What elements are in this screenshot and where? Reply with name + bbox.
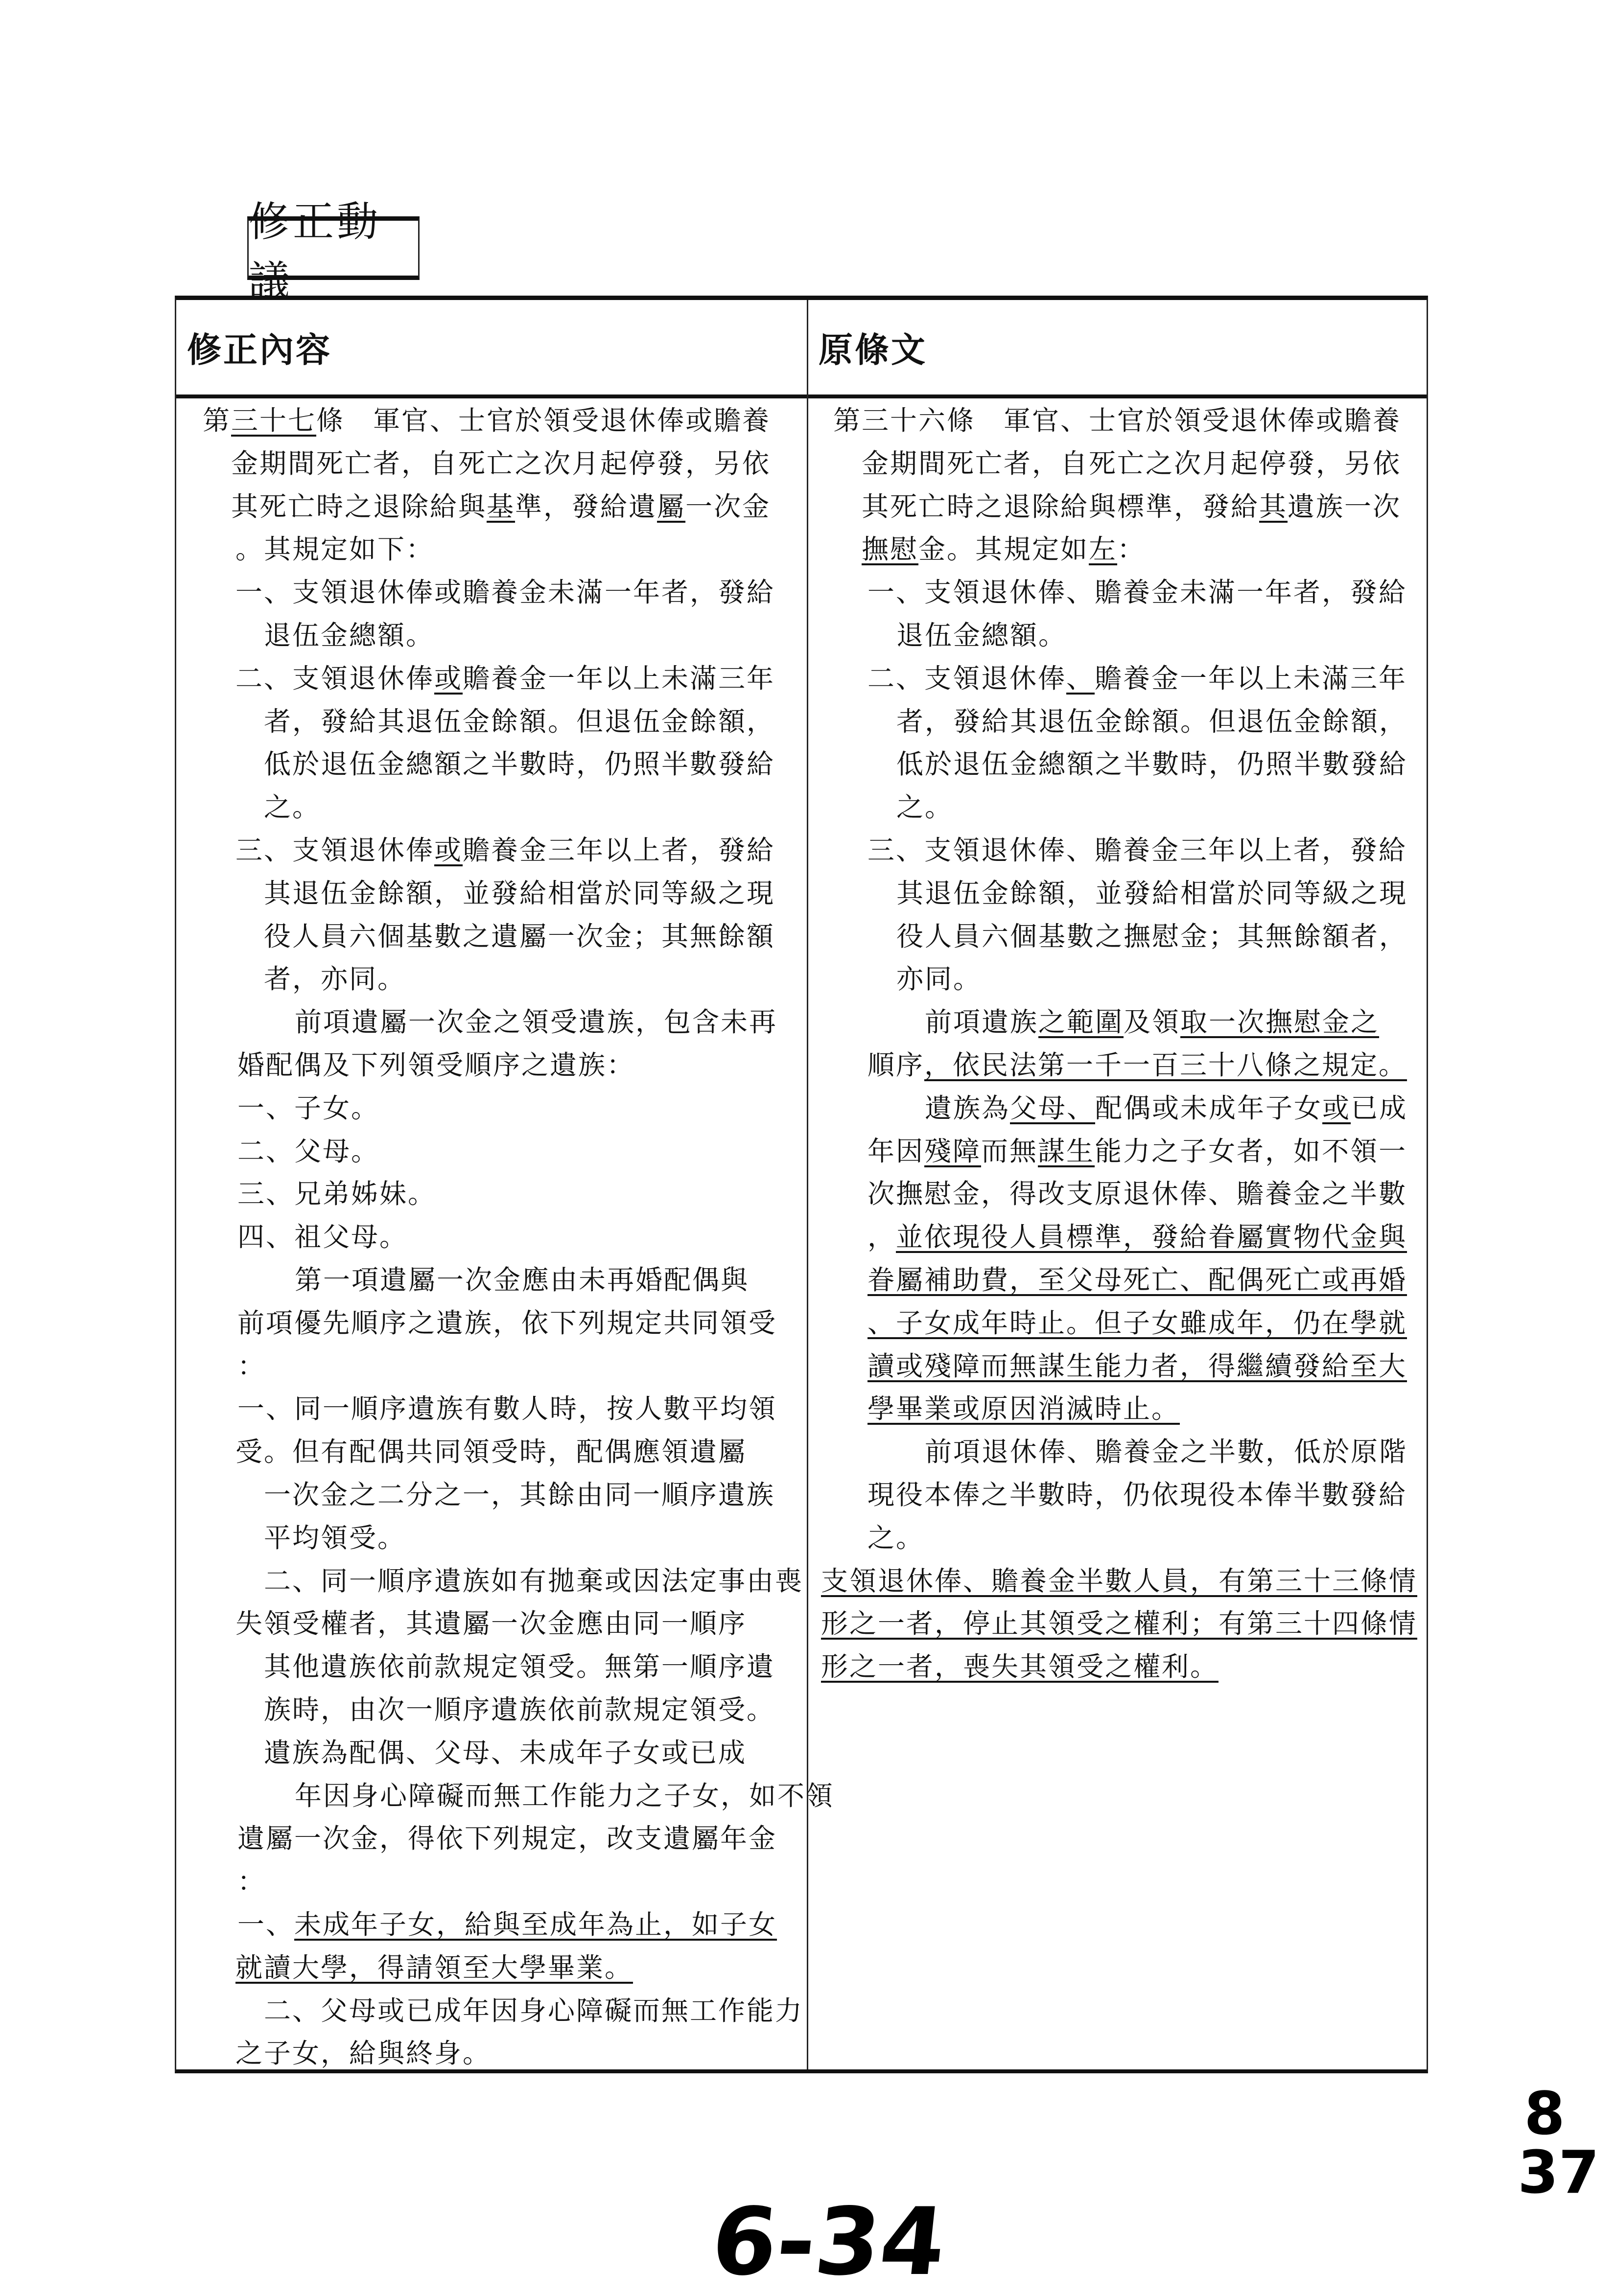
text-line [264, 1649, 775, 1684]
text-segment: 退伍金總額。 [896, 620, 1067, 651]
text-segment: 第一項遺屬一次金應由未再婚配偶與 [295, 1264, 750, 1296]
margin-note-bottom: 37 [1518, 2139, 1599, 2207]
text-line [862, 489, 1401, 524]
margin-note-top: 8 [1524, 2080, 1565, 2148]
text-segment: 之子女，給與終身。 [235, 2038, 492, 2069]
text-line [867, 1220, 1407, 1254]
text-segment: 一、支領退休俸、贍養金未滿一年者，發給 [867, 577, 1407, 608]
text-line [833, 403, 1401, 438]
text-segment: 前項退休俸、贍養金之半數，低於原階 [925, 1436, 1408, 1468]
underlined-amendment: 就讀大學，得請領至大學畢業。 [235, 1951, 633, 1983]
text-segment: 條 軍官、士官於領受退休俸或贍養 [316, 405, 771, 436]
text-line [237, 1349, 266, 1383]
underlined-amendment: 未成年子女，給與至成年為止，如子女 [294, 1909, 777, 1940]
text-line [264, 1564, 803, 1598]
text-segment: 者，發給其退伍金餘額。但退伍金餘額， [896, 705, 1408, 737]
underlined-amendment: 謀生 [1038, 1135, 1095, 1167]
text-segment: 二、同一順序遺族如有拋棄或因法定事由喪 [264, 1565, 804, 1597]
text-segment: 遺族一次 [1288, 490, 1402, 522]
text-line [235, 833, 775, 867]
text-line [295, 1263, 749, 1297]
text-line [237, 1306, 777, 1340]
text-segment: 遺族為 [925, 1092, 1010, 1124]
underlined-amendment: 形之一者，停止其領受之權利；有第三十四條情 [821, 1608, 1418, 1640]
text-segment: 遺族為配偶、父母、未成年子女或已成 [264, 1737, 747, 1768]
text-segment: 前項遺屬一次金之領受遺族，包含未再 [295, 1006, 778, 1038]
text-line [264, 876, 775, 910]
text-line [235, 1435, 747, 1469]
text-line [867, 1048, 1407, 1082]
text-line [896, 747, 1407, 781]
text-line [264, 747, 775, 781]
text-line [231, 446, 771, 481]
text-line [237, 1091, 379, 1125]
text-line [867, 1177, 1407, 1211]
text-line [862, 532, 1146, 566]
text-line [264, 1994, 803, 2028]
underlined-amendment: 學畢業或原因消滅時止。 [867, 1393, 1180, 1425]
underlined-amendment: 讀或殘障而無謀生能力者，得繼續發給至大 [867, 1350, 1407, 1382]
text-line [237, 1134, 379, 1168]
text-segment: 之。 [896, 791, 954, 823]
text-line [264, 1478, 775, 1512]
text-segment: 一次金之二分之一，其餘由同一順序遺族 [264, 1479, 775, 1510]
text-line [867, 1263, 1407, 1297]
text-segment: 前項優先順序之遺族，依下列規定共同領受 [237, 1307, 777, 1339]
text-line [821, 1606, 1417, 1641]
text-segment: 已成 [1351, 1092, 1408, 1124]
text-segment: 金期間死亡者，自死亡之次月起停發，另依 [862, 447, 1402, 479]
underlined-amendment: 父母、 [1010, 1092, 1096, 1124]
underlined-amendment: 左 [1089, 533, 1118, 565]
text-line [867, 1521, 924, 1555]
text-segment: 二、父母。 [237, 1135, 380, 1167]
text-line [867, 1306, 1407, 1340]
text-line [235, 661, 775, 696]
text-line [925, 1435, 1407, 1469]
text-segment: 贍養金三年以上者，發給 [463, 835, 775, 866]
text-line [235, 1950, 633, 1985]
text-segment: 贍養金一年以上未滿三年 [463, 662, 775, 694]
text-segment: 一、 [237, 1909, 295, 1940]
text-line [896, 618, 1067, 652]
text-segment: ， [867, 1221, 896, 1253]
text-segment: 之。 [867, 1522, 925, 1554]
text-segment: 準，發給遺 [515, 490, 657, 522]
text-segment: ： [1117, 533, 1146, 565]
text-line [867, 575, 1407, 609]
text-segment: 能力之子女者，如不領一 [1095, 1135, 1407, 1167]
underlined-amendment: 撫慰 [862, 533, 919, 565]
text-segment: 婚配偶及下列領受順序之遺族： [237, 1049, 635, 1081]
text-line [295, 1005, 777, 1039]
text-segment: 之。 [264, 791, 321, 823]
header-amended-content: 修正內容 [187, 329, 332, 370]
underlined-amendment: 或 [434, 835, 463, 866]
text-segment: ： [237, 1866, 266, 1898]
text-segment: 金。其規定如 [918, 533, 1089, 565]
text-segment: 前項遺族 [925, 1006, 1039, 1038]
text-segment: 及領 [1124, 1006, 1181, 1038]
text-segment: 族時，由次一順序遺族依前款規定領受。 [264, 1694, 775, 1725]
text-line [896, 962, 982, 996]
header-original-article: 原條文 [819, 329, 927, 370]
underlined-amendment: 殘障 [924, 1135, 982, 1167]
text-line [235, 2036, 491, 2070]
text-line [295, 1779, 834, 1813]
text-line [264, 919, 775, 953]
text-line [264, 962, 406, 996]
text-line [235, 575, 775, 609]
text-segment: 一次金 [685, 490, 771, 522]
table-header-row [176, 300, 1427, 398]
underlined-amendment: 、子女成年時止。但子女雖成年，仍在學就 [867, 1307, 1407, 1339]
text-line [237, 1821, 777, 1855]
text-segment: 低於退伍金總額之半數時，仍照半數發給 [264, 748, 775, 780]
text-segment: 二、父母或已成年因身心障礙而無工作能力 [264, 1995, 804, 2026]
text-segment: 遺屬一次金，得依下列規定，改支遺屬年金 [237, 1823, 777, 1855]
text-segment: 其他遺族依前款規定領受。無第一順序遺 [264, 1651, 775, 1683]
text-line [264, 1736, 747, 1770]
text-segment: 而無 [981, 1135, 1038, 1167]
underlined-amendment: 或 [434, 662, 463, 694]
text-line [264, 618, 434, 652]
text-segment: 者，發給其退伍金餘額。但退伍金餘額， [264, 705, 775, 737]
text-segment: 三、支領退休俸、贍養金三年以上者，發給 [867, 835, 1407, 866]
text-segment: 年因身心障礙而無工作能力之子女，如不領 [295, 1780, 835, 1811]
document-title-box [247, 198, 420, 305]
underlined-amendment: 形之一者，喪失其領受之權利。 [821, 1651, 1219, 1683]
text-line [203, 403, 771, 438]
text-segment: 次撫慰金，得改支原退休俸、贍養金之半數 [867, 1178, 1407, 1210]
underlined-amendment: 、 [1066, 662, 1095, 694]
text-segment: 低於退伍金總額之半數時，仍照半數發給 [896, 748, 1408, 780]
text-line [925, 1005, 1379, 1039]
text-line [235, 532, 434, 566]
underlined-amendment: 基 [487, 490, 516, 522]
text-segment: 一、子女。 [237, 1092, 380, 1124]
underlined-amendment: 屬 [657, 490, 686, 522]
text-segment: 年因 [867, 1135, 925, 1167]
text-line [896, 704, 1407, 739]
text-segment: 其退伍金餘額，並發給相當於同等級之現 [264, 877, 775, 909]
text-line [821, 1564, 1417, 1598]
text-segment: 。其規定如下： [235, 533, 435, 565]
text-segment: 第 [203, 405, 232, 436]
text-segment: 贍養金一年以上未滿三年 [1095, 662, 1407, 694]
text-segment: 退伍金總額。 [264, 620, 435, 651]
text-segment: 平均領受。 [264, 1522, 406, 1554]
text-line [867, 1349, 1407, 1383]
text-line [821, 1649, 1219, 1684]
underlined-amendment: 眷屬補助費，至父母死亡、配偶死亡或再婚 [867, 1264, 1407, 1296]
text-segment: 三、支領退休俸 [235, 835, 435, 866]
text-line [264, 1693, 775, 1727]
underlined-amendment: 或 [1322, 1092, 1351, 1124]
handwritten-page-number: 6-34 [706, 2188, 951, 2296]
text-segment: 三、兄弟姊妹。 [237, 1178, 437, 1210]
text-line [237, 1392, 777, 1426]
text-line [264, 704, 775, 739]
text-line [237, 1177, 436, 1211]
underlined-amendment: 並依現役人員標準，發給眷屬實物代金與 [896, 1221, 1407, 1253]
text-line [896, 876, 1407, 910]
text-line [235, 1606, 747, 1641]
text-segment: 一、支領退休俸或贍養金未滿一年者，發給 [235, 577, 775, 608]
underlined-amendment: 取一次撫慰金之 [1180, 1006, 1380, 1038]
text-segment: ： [237, 1350, 266, 1382]
text-segment: 四、祖父母。 [237, 1221, 408, 1253]
text-line [867, 833, 1407, 867]
text-line [237, 1864, 266, 1899]
document-title: 修正動議 [249, 198, 381, 305]
text-segment: 金期間死亡者，自死亡之次月起停發，另依 [231, 447, 771, 479]
text-line [862, 446, 1401, 481]
text-line [867, 1392, 1180, 1426]
text-line [237, 1048, 635, 1082]
text-line [896, 919, 1407, 953]
text-segment: 現役本俸之半數時，仍依現役本俸半數發給 [867, 1479, 1407, 1510]
text-line [867, 1478, 1407, 1512]
text-line [264, 1521, 406, 1555]
text-segment: 役人員六個基數之遺屬一次金；其無餘額 [264, 920, 775, 952]
text-segment: 第三十六條 軍官、士官於領受退休俸或贍養 [833, 405, 1402, 436]
text-segment: 順序 [867, 1049, 925, 1081]
text-segment: 失領受權者，其遺屬一次金應由同一順序 [235, 1608, 747, 1640]
text-line [231, 489, 771, 524]
text-segment: 者，亦同。 [264, 963, 406, 995]
text-segment: 配偶或未成年子女 [1095, 1092, 1323, 1124]
text-segment: 其死亡時之退除給與標準，發給 [862, 490, 1260, 522]
text-segment: 其死亡時之退除給與 [231, 490, 487, 522]
underlined-amendment: 其 [1259, 490, 1288, 522]
text-segment: 其退伍金餘額，並發給相當於同等級之現 [896, 877, 1408, 909]
text-line [237, 1907, 777, 1942]
text-line [867, 1134, 1407, 1168]
text-line [896, 790, 953, 824]
text-segment: 受。但有配偶共同領受時，配偶應領遺屬 [235, 1436, 747, 1468]
underlined-amendment: 三十七 [231, 405, 317, 436]
text-line [237, 1220, 408, 1254]
underlined-amendment: ，依民法第一千一百三十八條之規定。 [924, 1049, 1407, 1081]
text-segment: 役人員六個基數之撫慰金；其無餘額者， [896, 920, 1408, 952]
handwritten-margin-note [1518, 2080, 1599, 2207]
text-segment: 二、支領退休俸 [867, 662, 1067, 694]
text-line [925, 1091, 1407, 1125]
text-line [867, 661, 1407, 696]
text-segment: 二、支領退休俸 [235, 662, 435, 694]
text-segment: 亦同。 [896, 963, 982, 995]
underlined-amendment: 支領退休俸、贍養金半數人員，有第三十三條情 [821, 1565, 1418, 1597]
text-segment: 一、同一順序遺族有數人時，按人數平均領 [237, 1393, 777, 1425]
underlined-amendment: 之範圍 [1038, 1006, 1124, 1038]
text-line [264, 790, 321, 824]
